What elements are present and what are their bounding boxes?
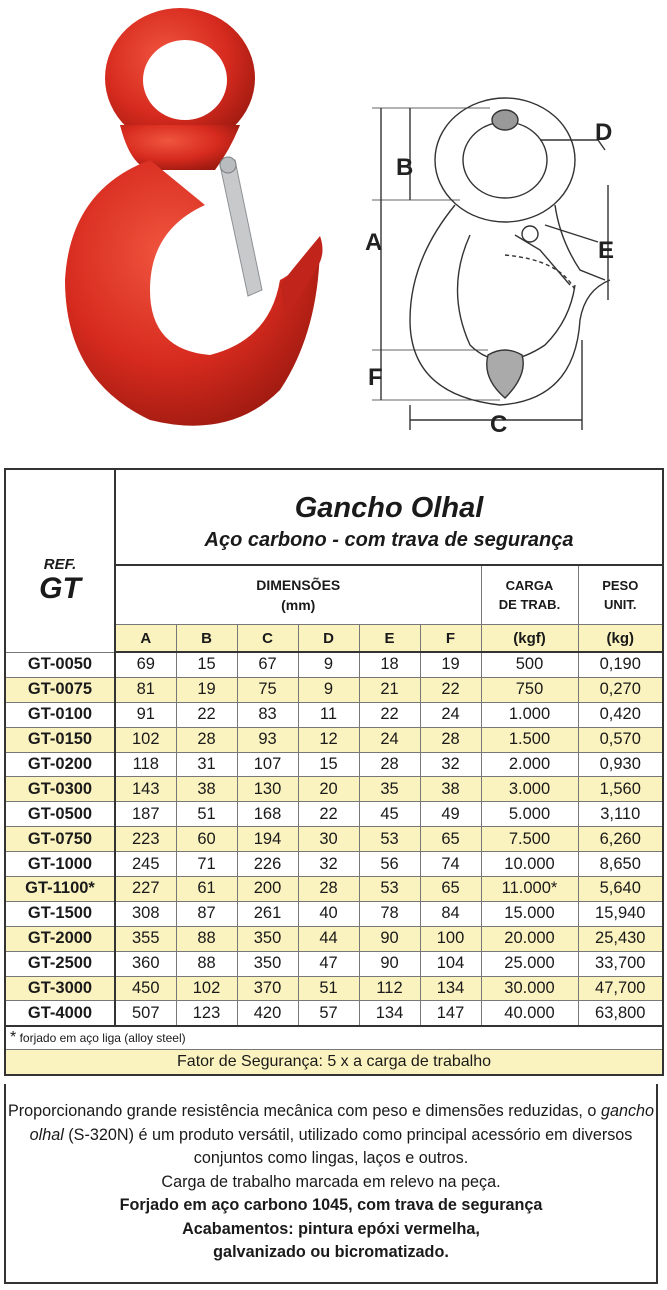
dimension-label-e: E <box>598 237 615 264</box>
spec-table <box>4 468 664 1076</box>
cell-f: 100 <box>420 926 481 951</box>
load-header <box>481 565 578 625</box>
description-finishes: Acabamentos: pintura epóxi vermelha, <box>182 1219 480 1238</box>
cell-c: 350 <box>237 951 298 976</box>
cell-f: 134 <box>420 976 481 1001</box>
cell-a: 355 <box>115 926 176 951</box>
cell-b: 123 <box>176 1001 237 1026</box>
table-body <box>5 652 663 1026</box>
column-header-e: E <box>359 625 420 653</box>
table-row <box>5 777 663 802</box>
cell-d: 44 <box>298 926 359 951</box>
cell-e: 134 <box>359 1001 420 1026</box>
cell-e: 21 <box>359 677 420 702</box>
cell-carga: 1.500 <box>481 727 578 752</box>
dimension-label-b: B <box>396 154 414 181</box>
cell-ref: GT-1500 <box>5 901 115 926</box>
cell-a: 223 <box>115 827 176 852</box>
ref-label: REF. <box>43 556 77 574</box>
cell-d: 20 <box>298 777 359 802</box>
cell-f: 65 <box>420 877 481 902</box>
cell-ref: GT-3000 <box>5 976 115 1001</box>
cell-b: 60 <box>176 827 237 852</box>
cell-f: 32 <box>420 752 481 777</box>
footnote-marker: * <box>10 1029 17 1047</box>
column-header-a: A <box>115 625 176 653</box>
cell-f: 24 <box>420 702 481 727</box>
cell-f: 104 <box>420 951 481 976</box>
table-row <box>5 877 663 902</box>
cell-peso: 63,800 <box>578 1001 663 1026</box>
cell-ref: GT-0150 <box>5 727 115 752</box>
cell-d: 9 <box>298 677 359 702</box>
cell-f: 49 <box>420 802 481 827</box>
cell-b: 31 <box>176 752 237 777</box>
cell-c: 370 <box>237 976 298 1001</box>
table-title: Gancho Olhal <box>294 492 484 524</box>
cell-c: 350 <box>237 926 298 951</box>
cell-f: 38 <box>420 777 481 802</box>
table-subtitle: Aço carbono - com trava de segurança <box>204 529 574 551</box>
cell-carga: 2.000 <box>481 752 578 777</box>
cell-peso: 8,650 <box>578 852 663 877</box>
cell-f: 84 <box>420 901 481 926</box>
cell-c: 420 <box>237 1001 298 1026</box>
cell-c: 83 <box>237 702 298 727</box>
cell-carga: 20.000 <box>481 926 578 951</box>
description-finishes-2: galvanizado ou bicromatizado. <box>213 1243 449 1261</box>
cell-carga: 11.000* <box>481 877 578 902</box>
cell-ref: GT-0200 <box>5 752 115 777</box>
cell-e: 112 <box>359 976 420 1001</box>
table-row <box>5 976 663 1001</box>
cell-b: 51 <box>176 802 237 827</box>
table-row <box>5 827 663 852</box>
cell-c: 93 <box>237 727 298 752</box>
cell-a: 91 <box>115 702 176 727</box>
cell-a: 360 <box>115 951 176 976</box>
cell-e: 22 <box>359 702 420 727</box>
column-header-d: D <box>298 625 359 653</box>
cell-b: 38 <box>176 777 237 802</box>
weight-header <box>578 565 663 625</box>
table-row <box>5 951 663 976</box>
cell-carga: 7.500 <box>481 827 578 852</box>
dimension-label-d: D <box>595 119 613 146</box>
cell-c: 168 <box>237 802 298 827</box>
cell-f: 28 <box>420 727 481 752</box>
cell-carga: 500 <box>481 652 578 677</box>
cell-a: 69 <box>115 652 176 677</box>
cell-e: 28 <box>359 752 420 777</box>
cell-f: 65 <box>420 827 481 852</box>
title-cell <box>115 469 663 565</box>
cell-c: 107 <box>237 752 298 777</box>
cell-a: 81 <box>115 677 176 702</box>
cell-d: 57 <box>298 1001 359 1026</box>
cell-e: 45 <box>359 802 420 827</box>
cell-a: 102 <box>115 727 176 752</box>
cell-ref: GT-0500 <box>5 802 115 827</box>
column-header-kg: (kg) <box>578 625 663 653</box>
cell-peso: 0,930 <box>578 752 663 777</box>
cell-e: 56 <box>359 852 420 877</box>
cell-b: 61 <box>176 877 237 902</box>
hook-dimension-diagram <box>372 98 613 430</box>
description-forging: Forjado em aço carbono 1045, com trava de segurança <box>119 1196 543 1214</box>
cell-carga: 750 <box>481 677 578 702</box>
table-row <box>5 926 663 951</box>
cell-d: 9 <box>298 652 359 677</box>
load-label-2: DE TRAB. <box>498 597 561 612</box>
description-paragraph <box>6 1100 656 1171</box>
cell-ref: GT-1000 <box>5 852 115 877</box>
cell-e: 53 <box>359 877 420 902</box>
footnote-text: forjado em aço liga (alloy steel) <box>16 1031 186 1046</box>
table-row <box>5 727 663 752</box>
cell-c: 67 <box>237 652 298 677</box>
dimension-label-f: F <box>368 364 383 391</box>
cell-e: 18 <box>359 652 420 677</box>
cell-peso: 15,940 <box>578 901 663 926</box>
dimensions-unit: (mm) <box>281 597 316 613</box>
cell-a: 118 <box>115 752 176 777</box>
cell-d: 47 <box>298 951 359 976</box>
cell-c: 200 <box>237 877 298 902</box>
ref-code: GT <box>39 572 81 606</box>
cell-a: 507 <box>115 1001 176 1026</box>
cell-peso: 6,260 <box>578 827 663 852</box>
weight-label-2: UNIT. <box>604 597 637 612</box>
table-row <box>5 1001 663 1026</box>
cell-c: 194 <box>237 827 298 852</box>
column-header-f: F <box>420 625 481 653</box>
load-label-1: CARGA <box>505 578 554 593</box>
cell-ref: GT-0750 <box>5 827 115 852</box>
cell-carga: 5.000 <box>481 802 578 827</box>
table-row <box>5 901 663 926</box>
cell-a: 143 <box>115 777 176 802</box>
dimension-label-a: A <box>365 229 383 256</box>
cell-peso: 3,110 <box>578 802 663 827</box>
column-header-kgf: (kgf) <box>481 625 578 653</box>
cell-d: 32 <box>298 852 359 877</box>
safety-factor: Fator de Segurança: 5 x a carga de trabalho <box>5 1050 663 1076</box>
cell-c: 75 <box>237 677 298 702</box>
column-header-c: C <box>237 625 298 653</box>
ref-header-cell <box>5 469 115 652</box>
cell-a: 245 <box>115 852 176 877</box>
cell-peso: 0,190 <box>578 652 663 677</box>
cell-b: 19 <box>176 677 237 702</box>
cell-d: 30 <box>298 827 359 852</box>
cell-e: 24 <box>359 727 420 752</box>
cell-b: 28 <box>176 727 237 752</box>
cell-f: 22 <box>420 677 481 702</box>
cell-a: 187 <box>115 802 176 827</box>
cell-carga: 10.000 <box>481 852 578 877</box>
cell-b: 88 <box>176 951 237 976</box>
cell-e: 53 <box>359 827 420 852</box>
product-description <box>4 1084 658 1284</box>
cell-c: 130 <box>237 777 298 802</box>
cell-d: 51 <box>298 976 359 1001</box>
cell-b: 88 <box>176 926 237 951</box>
cell-e: 90 <box>359 951 420 976</box>
dimensions-header <box>115 565 481 625</box>
cell-peso: 1,560 <box>578 777 663 802</box>
cell-a: 308 <box>115 901 176 926</box>
cell-ref: GT-0100 <box>5 702 115 727</box>
cell-c: 261 <box>237 901 298 926</box>
cell-c: 226 <box>237 852 298 877</box>
cell-b: 71 <box>176 852 237 877</box>
cell-d: 28 <box>298 877 359 902</box>
hook-photo <box>65 8 323 426</box>
cell-d: 40 <box>298 901 359 926</box>
cell-peso: 25,430 <box>578 926 663 951</box>
cell-d: 12 <box>298 727 359 752</box>
description-text-1: Proporcionando grande resistência mecânica com peso e dimensões reduzidas, o <box>7 1102 601 1120</box>
cell-d: 11 <box>298 702 359 727</box>
cell-carga: 3.000 <box>481 777 578 802</box>
cell-f: 19 <box>420 652 481 677</box>
cell-e: 78 <box>359 901 420 926</box>
dimensions-label: DIMENSÕES <box>256 577 341 593</box>
table-row <box>5 802 663 827</box>
cell-b: 102 <box>176 976 237 1001</box>
cell-d: 22 <box>298 802 359 827</box>
cell-peso: 47,700 <box>578 976 663 1001</box>
cell-peso: 0,570 <box>578 727 663 752</box>
cell-peso: 0,270 <box>578 677 663 702</box>
cell-carga: 15.000 <box>481 901 578 926</box>
description-text-2: (S-320N) é um produto versátil, utilizado como principal acessório em diversos conjuntos como lingas, laços e outros. <box>63 1125 633 1167</box>
table-row <box>5 852 663 877</box>
cell-e: 35 <box>359 777 420 802</box>
cell-f: 74 <box>420 852 481 877</box>
cell-ref: GT-2000 <box>5 926 115 951</box>
cell-ref: GT-4000 <box>5 1001 115 1026</box>
cell-carga: 25.000 <box>481 951 578 976</box>
description-italic-name: gancho olhal <box>29 1102 655 1144</box>
cell-ref: GT-0075 <box>5 677 115 702</box>
cell-a: 450 <box>115 976 176 1001</box>
table-row <box>5 652 663 677</box>
cell-carga: 40.000 <box>481 1001 578 1026</box>
cell-carga: 1.000 <box>481 702 578 727</box>
cell-carga: 30.000 <box>481 976 578 1001</box>
table-row <box>5 702 663 727</box>
cell-ref: GT-0050 <box>5 652 115 677</box>
cell-ref: GT-2500 <box>5 951 115 976</box>
table-row <box>5 677 663 702</box>
cell-b: 22 <box>176 702 237 727</box>
cell-b: 15 <box>176 652 237 677</box>
cell-ref: GT-0300 <box>5 777 115 802</box>
description-load-marking: Carga de trabalho marcada em relevo na peça. <box>161 1172 501 1191</box>
dimension-label-c: C <box>490 411 508 438</box>
cell-b: 87 <box>176 901 237 926</box>
cell-e: 90 <box>359 926 420 951</box>
cell-ref: GT-1100* <box>5 877 115 902</box>
cell-peso: 0,420 <box>578 702 663 727</box>
table-row <box>5 752 663 777</box>
cell-a: 227 <box>115 877 176 902</box>
hook-illustration <box>0 0 667 460</box>
weight-label-1: PESO <box>602 578 639 593</box>
footnote <box>5 1026 663 1050</box>
cell-peso: 33,700 <box>578 951 663 976</box>
cell-d: 15 <box>298 752 359 777</box>
cell-peso: 5,640 <box>578 877 663 902</box>
column-header-b: B <box>176 625 237 653</box>
cell-f: 147 <box>420 1001 481 1026</box>
